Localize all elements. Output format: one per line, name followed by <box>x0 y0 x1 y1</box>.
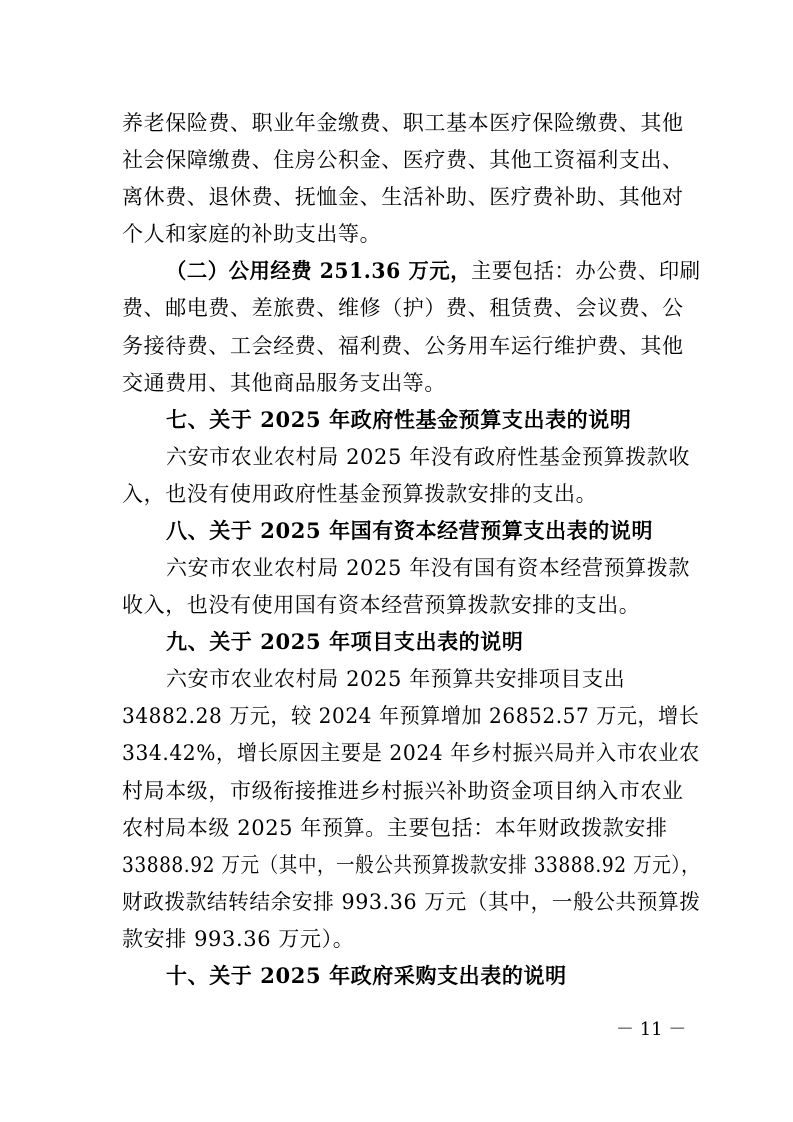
body-text-line: 六安市农业农村局 2025 年预算共安排项目支出 <box>166 667 626 691</box>
body-text-line: 六安市农业农村局 2025 年没有政府性基金预算拨款收 <box>166 445 690 469</box>
body-text-line: 社会保障缴费、住房公积金、医疗费、其他工资福利支出、 <box>122 148 684 172</box>
body-text-line: 款安排 993.36 万元）。 <box>122 927 355 951</box>
body-text-line: 34882.28 万元，较 2024 年预算增加 26852.57 万元，增长 <box>122 704 700 728</box>
body-text-line: 村局本级，市级衔接推进乡村振兴补助资金项目纳入市农业 <box>122 779 684 803</box>
body-text-line: 费、邮电费、差旅费、维修（护）费、租赁费、会议费、公 <box>122 296 684 320</box>
section-heading-7: 七、关于 2025 年政府性基金预算支出表的说明 <box>166 407 632 432</box>
section-heading-10: 十、关于 2025 年政府采购支出表的说明 <box>166 963 567 988</box>
body-text-line: 财政拨款结转结余安排 993.36 万元（其中，一般公共预算拨 <box>122 890 701 914</box>
body-text-line: 33888.92 万元（其中，一般公共预算拨款安排 33888.92 万元）， <box>122 853 701 877</box>
public-funds-heading: （二）公用经费 251.36 万元， <box>166 258 472 283</box>
body-text-line: 养老保险费、职业年金缴费、职工基本医疗保险缴费、其他 <box>122 111 684 135</box>
body-text-line: 农村局本级 2025 年预算。主要包括：本年财政拨款安排 <box>122 816 668 840</box>
body-text-line: 交通费用、其他商品服务支出等。 <box>122 371 446 395</box>
body-text-line: 务接待费、工会经费、福利费、公务用车运行维护费、其他 <box>122 334 684 358</box>
section-heading-9: 九、关于 2025 年项目支出表的说明 <box>166 629 524 654</box>
section-heading-8: 八、关于 2025 年国有资本经营预算支出表的说明 <box>166 518 654 543</box>
body-text-line: 个人和家庭的补助支出等。 <box>122 222 382 246</box>
body-text-line: 收入，也没有使用国有资本经营预算拨款安排的支出。 <box>122 593 641 617</box>
body-text-line: 334.42%，增长原因主要是 2024 年乡村振兴局并入市农业农 <box>122 741 700 765</box>
body-text-line: 六安市农业农村局 2025 年没有国有资本经营预算拨款 <box>166 556 690 580</box>
body-text-line: 离休费、退休费、抚恤金、生活补助、医疗费补助、其他对 <box>122 185 684 209</box>
body-text-line: 入，也没有使用政府性基金预算拨款安排的支出。 <box>122 482 598 506</box>
public-funds-text: 主要包括：办公费、印刷 <box>471 259 701 283</box>
page-number: － 11 － <box>616 1019 687 1040</box>
public-funds-paragraph <box>166 259 701 283</box>
